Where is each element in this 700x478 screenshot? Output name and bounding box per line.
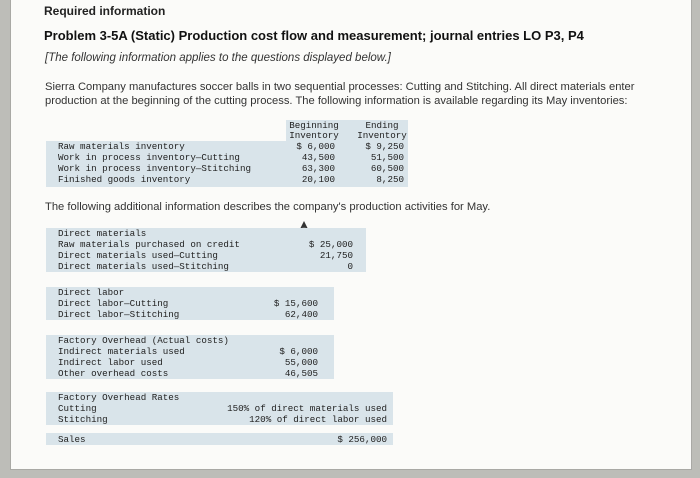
document-page [10,0,692,470]
applies-note: [The following information applies to the questions displayed below.] [45,52,391,64]
direct-materials-heading: Direct materials [58,228,147,239]
overhead-rates-label: Stitching [58,414,108,425]
factory-overhead-label: Other overhead costs [58,368,169,379]
additional-information-text: The following additional information describes the company's production activities for May. [45,201,491,213]
sales-value: $ 256,000 [337,434,387,445]
direct-labor-label: Direct labor—Stitching [58,309,180,320]
inventory-label: Work in process inventory—Cutting [58,152,240,163]
overhead-rates-heading: Factory Overhead Rates [58,392,180,403]
inventory-label: Finished goods inventory [58,174,191,185]
overhead-rates-label: Cutting [58,403,97,414]
direct-materials-value: $ 25,000 [308,239,353,250]
inventory-beginning-value: $ 6,000 [296,141,335,152]
inventory-label: Work in process inventory—Stitching [58,163,251,174]
factory-overhead-value: 46,505 [284,368,318,379]
intro-paragraph: Sierra Company manufactures soccer balls in two sequential processes: Cutting and Stitching. All direct materials enter production at the beginning of the cutting process. The following information is available regarding its May inventories: [45,81,635,107]
inventory-ending-value: 8,250 [376,174,404,185]
inventory-ending-value: 51,500 [370,152,404,163]
overhead-rates-value: 150% of direct materials used [227,403,387,414]
direct-materials-value: 21,750 [319,250,353,261]
factory-overhead-label: Indirect labor used [58,357,163,368]
direct-labor-value: $ 15,600 [273,298,318,309]
direct-labor-value: 62,400 [284,309,318,320]
direct-materials-label: Direct materials used—Cutting [58,250,218,261]
direct-labor-label: Direct labor—Cutting [58,298,169,309]
direct-materials-value: 0 [347,261,353,272]
factory-overhead-heading: Factory Overhead (Actual costs) [58,335,229,346]
required-information-heading: Required information [44,4,166,18]
direct-labor-heading: Direct labor [58,287,125,298]
problem-title: Problem 3-5A (Static) Production cost flow and measurement; journal entries LO P3, P4 [44,28,584,43]
beginning-header: Beginning Inventory [289,120,339,141]
direct-materials-label: Raw materials purchased on credit [58,239,240,250]
overhead-rates-value: 120% of direct labor used [249,414,387,425]
inventory-beginning-value: 20,100 [301,174,335,185]
factory-overhead-label: Indirect materials used [58,346,185,357]
inventory-ending-value: 60,500 [370,163,404,174]
inventory-ending-value: $ 9,250 [365,141,404,152]
factory-overhead-value: $ 6,000 [279,346,318,357]
inventory-label: Raw materials inventory [58,141,185,152]
inventory-beginning-value: 43,500 [301,152,335,163]
sales-label: Sales [58,434,86,445]
ending-header: Ending Inventory [357,120,407,141]
direct-materials-label: Direct materials used—Stitching [58,261,229,272]
inventory-beginning-value: 63,300 [301,163,335,174]
factory-overhead-value: 55,000 [284,357,318,368]
